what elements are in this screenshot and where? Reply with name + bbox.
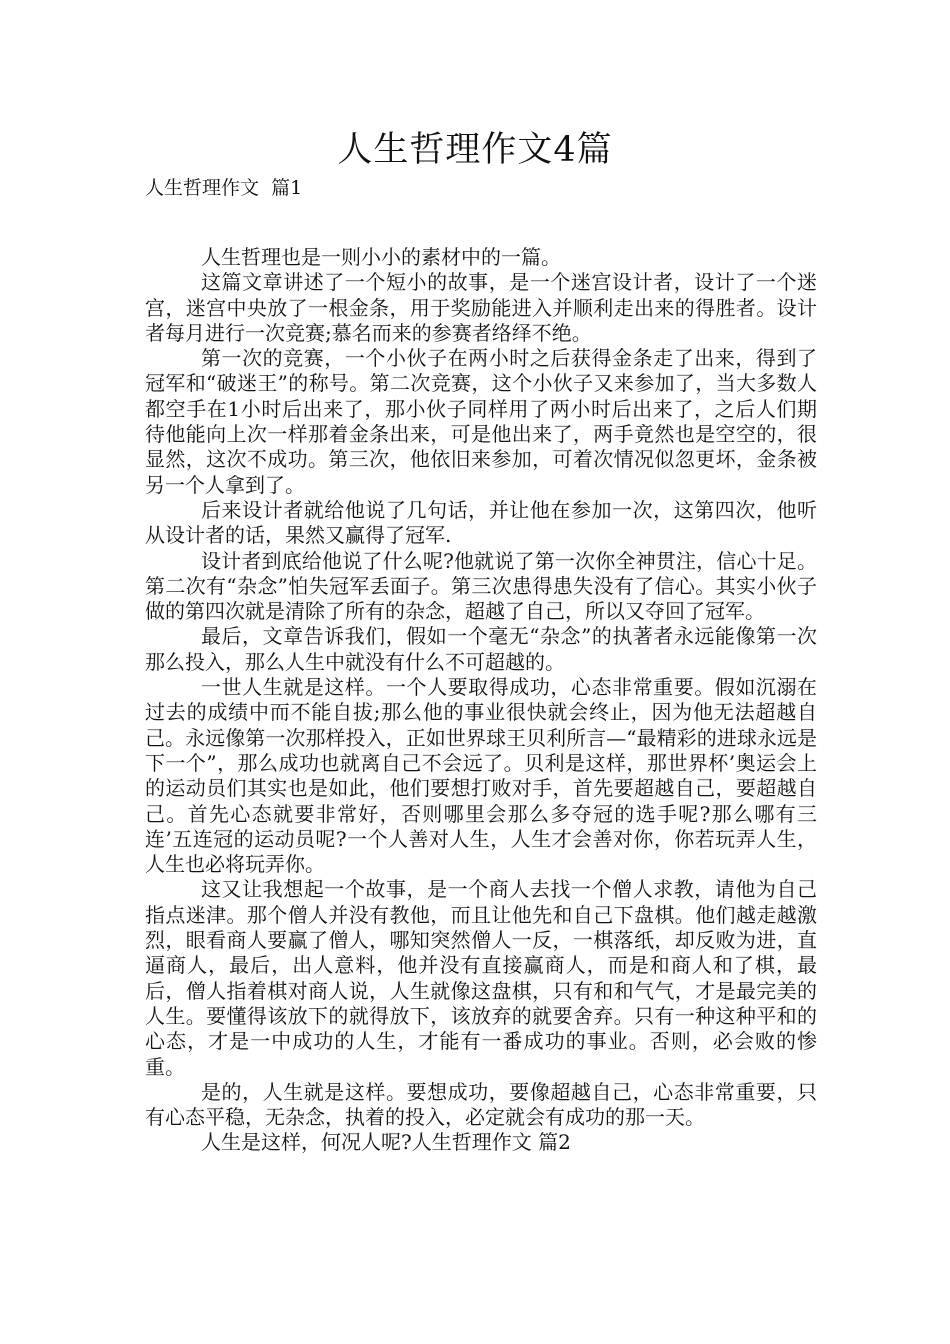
document-title: 人生哲理作文4篇 (337, 130, 613, 170)
paragraph: 人生是这样，何况人呢?人生哲理作文 篇2 (201, 1130, 571, 1155)
paragraph: 这又让我想起一个故事，是一个商人去找一个僧人求教，请他为自己指点迷津。那个僧人并没有教他，而且让他先和自己下盘棋。他们越走越激烈，眼看商人要赢了僧人，哪知突然僧人一反，一棋落纸，却反败为进，直逼商人，最后，出人意料，他并没有直接赢商人，而是和商人和了棋，最后，僧人指着棋对商人说，人生就像这盘棋，只有和和气气，才是最完美的人生。要懂得该放下的就得放下，该放弃的就要舍弃。只有一种这种平和的心态，才是一中成功的人生，才能有一番成功的事业。否则，必会败的惨重。 (145, 877, 817, 1079)
paragraph: 设计者到底给他说了什么呢?他就说了第一次你全神贯注，信心十足。第二次有“杂念”怕失冠军丢面子。第三次患得患失没有了信心。其实小伙子做的第四次就是清除了所有的杂念，超越了自己，所以又夺回了冠军。 (145, 548, 817, 624)
document-body (145, 245, 817, 1156)
paragraph: 第一次的竞赛，一个小伙子在两小时之后获得金条走了出来，得到了冠军和“破迷王”的称号。第二次竞赛，这个小伙子又来参加了，当大多数人都空手在1小时后出来了，那小伙子同样用了两小时后出来了，之后人们期待他能向上次一样那着金条出来，可是他出来了，两手竟然也是空空的，很显然，这次不成功。第三次，他依旧来参加，可着次情况似忽更坏，金条被另一个人拿到了。 (145, 346, 817, 497)
paragraph: 一世人生就是这样。一个人要取得成功，心态非常重要。假如沉溺在过去的成绩中而不能自拔;那么他的事业很快就会终止，因为他无法超越自己。永远像第一次那样投入，正如世界球王贝利所言—“最精彩的进球永远是下一个”，那么成功也就离自己不会远了。贝利是这样，那世界杯’奥运会上的运动员们其实也是如此，他们要想打败对手，首先要超越自己，要超越自己。首先心态就要非常好，否则哪里会那么多夺冠的选手呢?那么哪有三连’五连冠的运动员呢?一个人善对人生，人生才会善对你，你若玩弄人生，人生也必将玩弄你。 (145, 675, 817, 877)
section-heading: 人生哲理作文 篇1 (145, 177, 303, 199)
paragraph: 后来设计者就给他说了几句话，并让他在参加一次，这第四次，他听从设计者的话，果然又赢得了冠军. (145, 497, 817, 548)
paragraph: 这篇文章讲述了一个短小的故事，是一个迷宫设计者，设计了一个迷宫，迷宫中央放了一根金条，用于奖励能进入并顺利走出来的得胜者。设计者每月进行一次竞赛;慕名而来的参赛者络绎不绝。 (145, 270, 817, 345)
paragraph: 是的，人生就是这样。要想成功，要像超越自己，心态非常重要，只有心态平稳，无杂念，执着的投入，必定就会有成功的那一天。 (145, 1079, 817, 1130)
paragraph: 人生哲理也是一则小小的素材中的一篇。 (201, 245, 561, 269)
paragraph: 最后，文章告诉我们，假如一个毫无“杂念”的执著者永远能像第一次那么投入，那么人生中就没有什么不可超越的。 (145, 624, 817, 674)
